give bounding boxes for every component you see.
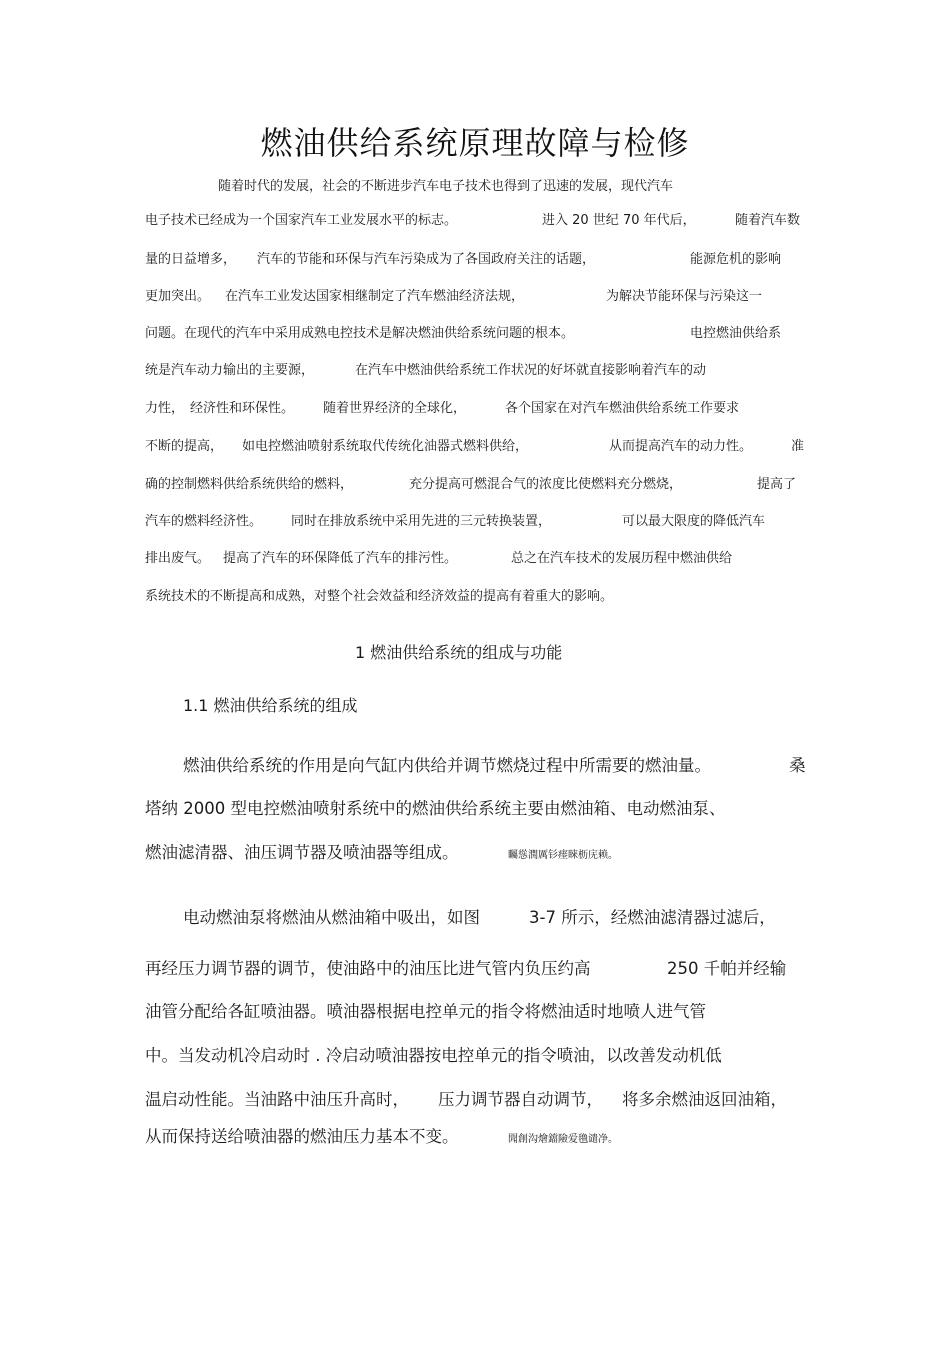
- paragraph-line: 温启动性能。当油路中油压升高时， 压力调节器自动调节， 将多余燃油返回油箱，: [145, 1090, 787, 1109]
- section-heading: 1 燃油供给系统的组成与功能: [355, 643, 563, 662]
- intro-line: 确的控制燃料供给系统供给的燃料， 充分提高可燃混合气的浓度比使燃料充分燃烧， 提高了: [145, 477, 797, 492]
- subsection-heading: 1.1 燃油供给系统的组成: [183, 696, 358, 715]
- paragraph-line: 燃油供给系统的作用是向气缸内供给并调节燃烧过程中所需要的燃油量。 桑: [183, 756, 806, 775]
- document-title: 燃油供给系统原理故障与检修: [260, 124, 690, 162]
- intro-line: 问题。在现代的汽车中采用成熟电控技术是解决燃油供给系统问题的根本。 电控燃油供给系: [145, 326, 782, 341]
- paragraph-line: 油管分配给各缸喷油器。喷油器根据电控单元的指令将燃油适时地喷人进气管: [145, 1002, 706, 1021]
- intro-line: 不断的提高， 如电控燃油喷射系统取代传统化油器式燃料供给， 从而提高汽车的动力性。 准: [145, 439, 805, 454]
- intro-line: 汽车的燃料经济性。 同时在排放系统中采用先进的三元转换装置， 可以最大限度的降低汽车: [145, 514, 766, 529]
- intro-line: 系统技术的不断提高和成熟，对整个社会效益和经济效益的提高有着重大的影响。: [145, 589, 614, 604]
- paragraph-line: 电动燃油泵将燃油从燃油箱中吸出，如图 3-7 所示，经燃油滤清器过滤后，: [183, 908, 776, 927]
- intro-line: 电子技术已经成为一个国家汽车工业发展水平的标志。 进入 20 世纪 70 年代后， 随着汽车数: [145, 213, 801, 228]
- intro-line: 统是汽车动力输出的主要源， 在汽车中燃油供给系统工作状况的好坏就直接影响着汽车的动: [145, 363, 707, 378]
- paragraph-line: 再经压力调节器的调节，使油路中的油压比进气管内负压约高 250 千帕并经输: [145, 959, 787, 978]
- intro-line: 力性， 经济性和环保性。 随着世界经济的全球化， 各个国家在对汽车燃油供给系统工作要求: [145, 401, 740, 416]
- intro-line: 随着时代的发展，社会的不断进步汽车电子技术也得到了迅速的发展，现代汽车: [218, 179, 674, 194]
- paragraph-line: 从而保持送给喷油器的燃油压力基本不变。 聞創沟燴鐺險爱氇谴净。: [145, 1127, 618, 1146]
- intro-line: 排出废气。 提高了汽车的环保降低了汽车的排污性。 总之在汽车技术的发展历程中燃油供给: [145, 551, 733, 566]
- intro-line: 量的日益增多， 汽车的节能和环保与汽车污染成为了各国政府关注的话题， 能源危机的影响: [145, 252, 782, 267]
- paragraph-line: 燃油滤清器、油压调节器及喷油器等组成。 矚慫潤厲钐瘗睞枥庑赖。: [145, 843, 618, 862]
- paragraph-line: 塔纳 2000 型电控燃油喷射系统中的燃油供给系统主要由燃油箱、电动燃油泵、: [145, 799, 726, 818]
- intro-line: 更加突出。 在汽车工业发达国家相继制定了汽车燃油经济法规， 为解决节能环保与污染这一: [145, 289, 763, 304]
- paragraph-line: 中。当发动机冷启动时 . 冷启动喷油器按电控单元的指令喷油，以改善发动机低: [145, 1046, 722, 1065]
